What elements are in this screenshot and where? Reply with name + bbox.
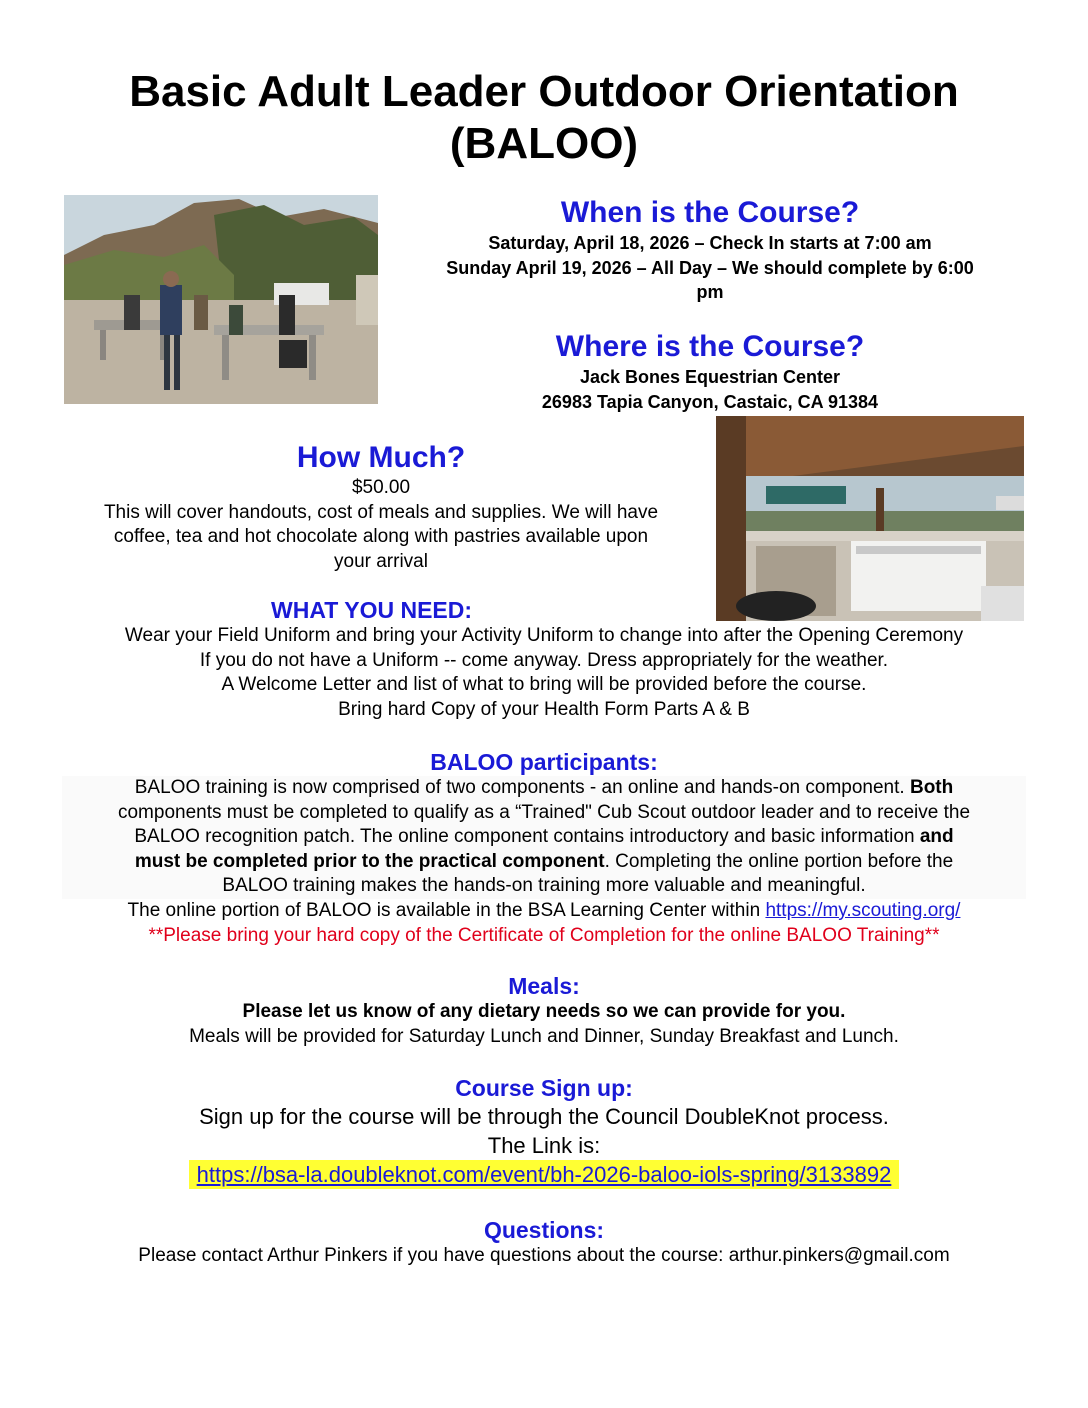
cost-price: $50.00 [351, 477, 411, 498]
need-item: Wear your Field Uniform and bring your Activity Uniform to change into after the Opening Ceremony [124, 625, 964, 646]
certificate-note: **Please bring your hard copy of the Certificate of Completion for the online BALOO Training** [148, 924, 940, 946]
cost-line-1: This will cover handouts, cost of meals and supplies. We will have [103, 501, 659, 523]
need-heading: WHAT YOU NEED: [271, 597, 473, 623]
page-title [0, 66, 1088, 170]
where-section [390, 329, 1030, 414]
need-item: If you do not have a Uniform -- come anyway. Dress appropriately for the weather. [199, 649, 889, 671]
participants-heading-wrap [0, 748, 1088, 776]
questions-heading: Questions: [483, 1217, 605, 1243]
where-venue: Jack Bones Equestrian Center [579, 367, 841, 387]
signup-section [0, 1074, 1088, 1189]
when-sunday-cont: pm [696, 282, 724, 302]
participants-text: components must be completed to qualify as a “Trained" Cub Scout outdoor leader and to receive the [117, 801, 971, 823]
when-heading: When is the Course? [560, 196, 860, 229]
need-item: Bring hard Copy of your Health Form Parts A & B [338, 698, 750, 720]
participants-heading: BALOO participants: [430, 749, 658, 775]
meals-schedule: Meals will be provided for Saturday Lunch and Dinner, Sunday Breakfast and Lunch. [189, 1025, 899, 1047]
meals-dietary: Please let us know of any dietary needs so we can provide for you. [242, 1001, 846, 1022]
meals-section [0, 972, 1088, 1049]
cost-heading: How Much? [296, 441, 466, 474]
participants-bold: Both [909, 777, 954, 798]
participants-bold: must be completed prior to the practical component [134, 850, 605, 872]
cost-section [60, 440, 702, 574]
need-item: A Welcome Letter and list of what to bring will be provided before the course. [221, 674, 867, 695]
title-line-2: (BALOO) [449, 119, 639, 168]
questions-contact: Please contact Arthur Pinkers if you have questions about the course: arthur.pinkers@gmail.com [138, 1245, 950, 1266]
participants-text: . Completing the online portion before the [604, 850, 954, 872]
participants-text: BALOO recognition patch. The online component contains introductory and basic information [134, 826, 920, 847]
participants-body [62, 776, 1026, 899]
need-heading-wrap [271, 596, 472, 624]
participants-text: BALOO training makes the hands-on training more valuable and meaningful. [222, 875, 866, 896]
when-saturday: Saturday, April 18, 2026 – Check In starts at 7:00 am [488, 233, 932, 253]
participants-online [0, 899, 1088, 948]
signup-line-1: Sign up for the course will be through the Council DoubleKnot process. [199, 1104, 889, 1129]
when-section [390, 195, 1030, 305]
doubleknot-link[interactable]: https://bsa-la.doubleknot.com/event/bh-2026-baloo-iols-spring/3133892 [196, 1162, 892, 1187]
questions-section [0, 1216, 1088, 1269]
signup-heading: Course Sign up: [455, 1075, 633, 1101]
where-heading: Where is the Course? [555, 330, 865, 363]
participants-online-text: The online portion of BALOO is available in the BSA Learning Center within [127, 900, 766, 921]
cost-line-3: your arrival [334, 550, 428, 572]
need-list [40, 624, 1048, 722]
signup-line-2: The Link is: [487, 1133, 601, 1158]
campsite-photo [64, 195, 378, 404]
participants-bold: and [919, 826, 954, 847]
participants-text: BALOO training is now comprised of two components - an online and hands-on component. [134, 777, 910, 798]
cost-line-2: coffee, tea and hot chocolate along with pastries available upon [113, 526, 649, 547]
meals-heading: Meals: [508, 973, 580, 999]
scouting-link[interactable]: https://my.scouting.org/ [765, 900, 961, 921]
when-sunday: Sunday April 19, 2026 – All Day – We should complete by 6:00 [446, 257, 974, 278]
where-address: 26983 Tapia Canyon, Castaic, CA 91384 [541, 391, 879, 412]
title-line-1: Basic Adult Leader Outdoor Orientation [129, 67, 959, 116]
kitchen-photo [716, 416, 1024, 621]
